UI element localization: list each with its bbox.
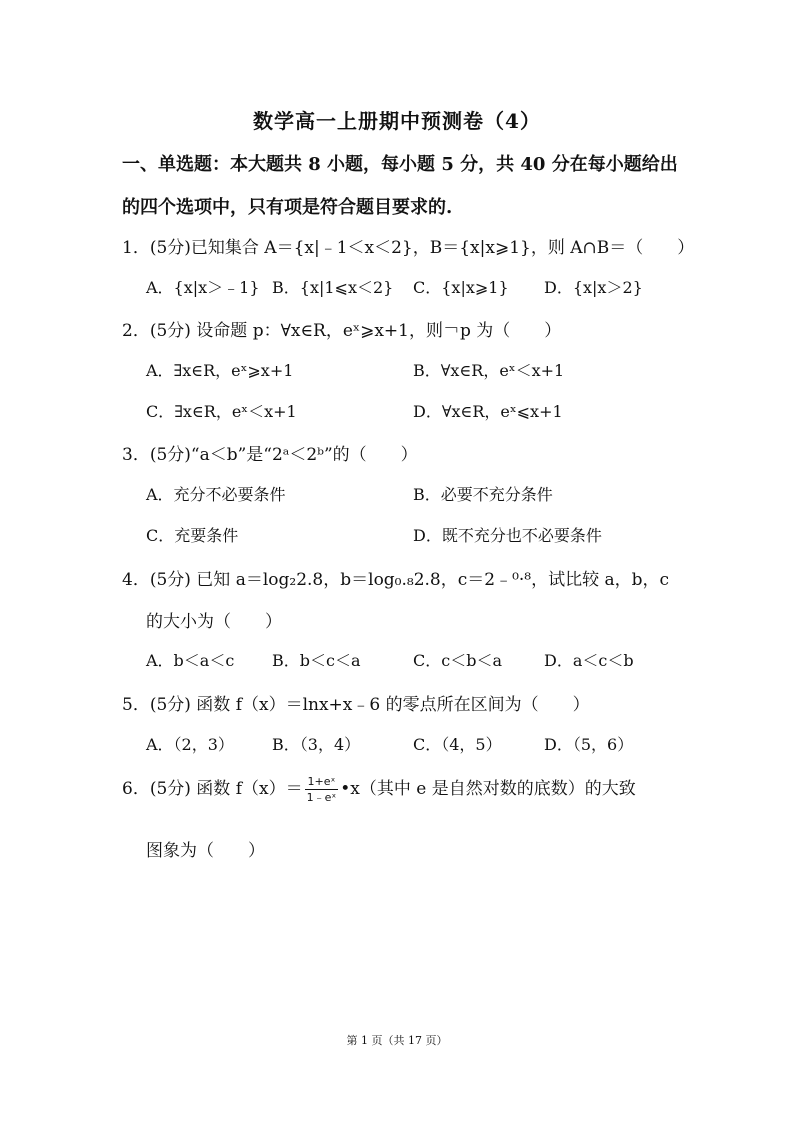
question-4-option-b: B．b＜c＜a <box>272 651 361 670</box>
question-3-text: 3．(5分)“a＜b”是“2ᵃ＜2ᵇ”的（ ） <box>122 445 418 465</box>
page-footer: 第 1 页（共 17 页） <box>346 1034 448 1047</box>
question-4-text: 4．(5分) 已知 a＝log₂2.8，b＝log₀.₈2.8，c＝2﹣⁰·⁸，试比较 a，b，c <box>122 570 670 590</box>
question-1-text: 1．(5分)已知集合 A＝{x|﹣1＜x＜2}，B＝{x|x⩾1}，则 A∩B＝（ ） <box>122 238 695 258</box>
question-6-fraction <box>305 775 339 804</box>
question-5-text: 5．(5分) 函数 f（x）＝lnx+x﹣6 的零点所在区间为（ ） <box>122 695 590 715</box>
question-1-option-c: C．{x|x⩾1} <box>413 278 509 297</box>
question-5-option-c: C．（4，5） <box>413 735 502 754</box>
question-1-option-a: A．{x|x＞﹣1} <box>146 278 260 297</box>
question-3-option-c: C．充要条件 <box>146 526 239 545</box>
section-instructions-line1: 一、单选题：本大题共 8 小题，每小题 5 分，共 40 分在每小题给出 <box>122 154 678 175</box>
question-1-option-b: B．{x|1⩽x＜2} <box>272 278 394 297</box>
question-5-option-b: B．（3，4） <box>272 735 361 754</box>
question-2-option-a: A．∃x∈R，eˣ⩾x+1 <box>146 361 294 380</box>
question-6-text-after: •x（其中 e 是自然对数的底数）的大致 <box>340 779 636 799</box>
question-2-option-c: C．∃x∈R，eˣ＜x+1 <box>146 402 297 421</box>
question-3-option-d: D．既不充分也不必要条件 <box>413 526 602 545</box>
section-instructions-line2: 的四个选项中，只有项是符合题目要求的. <box>122 197 453 218</box>
question-4-option-a: A．b＜a＜c <box>146 651 235 670</box>
question-4-option-d: D．a＜c＜b <box>544 651 634 670</box>
question-2-text: 2．(5分) 设命题 p：∀x∈R，eˣ⩾x+1，则￢p 为（ ） <box>122 321 562 341</box>
question-6-text <box>122 774 636 804</box>
question-5-option-d: D．（5，6） <box>544 735 634 754</box>
fraction-numerator: 1+eˣ <box>305 775 339 790</box>
question-4-option-c: C．c＜b＜a <box>413 651 502 670</box>
question-5-option-a: A．（2，3） <box>146 735 234 754</box>
fraction-denominator: 1﹣eˣ <box>306 791 337 804</box>
question-6-continuation: 图象为（ ） <box>146 841 265 861</box>
question-2-option-b: B．∀x∈R，eˣ＜x+1 <box>413 361 565 380</box>
question-6-text-before: 6．(5分) 函数 f（x）＝ <box>122 779 303 799</box>
question-1-option-d: D．{x|x＞2} <box>544 278 643 297</box>
page-title: 数学高一上册期中预测卷（4） <box>253 109 541 133</box>
question-2-option-d: D．∀x∈R，eˣ⩽x+1 <box>413 402 563 421</box>
question-3-option-b: B．必要不充分条件 <box>413 485 553 504</box>
question-4-continuation: 的大小为（ ） <box>146 612 282 632</box>
question-3-option-a: A．充分不必要条件 <box>146 485 286 504</box>
